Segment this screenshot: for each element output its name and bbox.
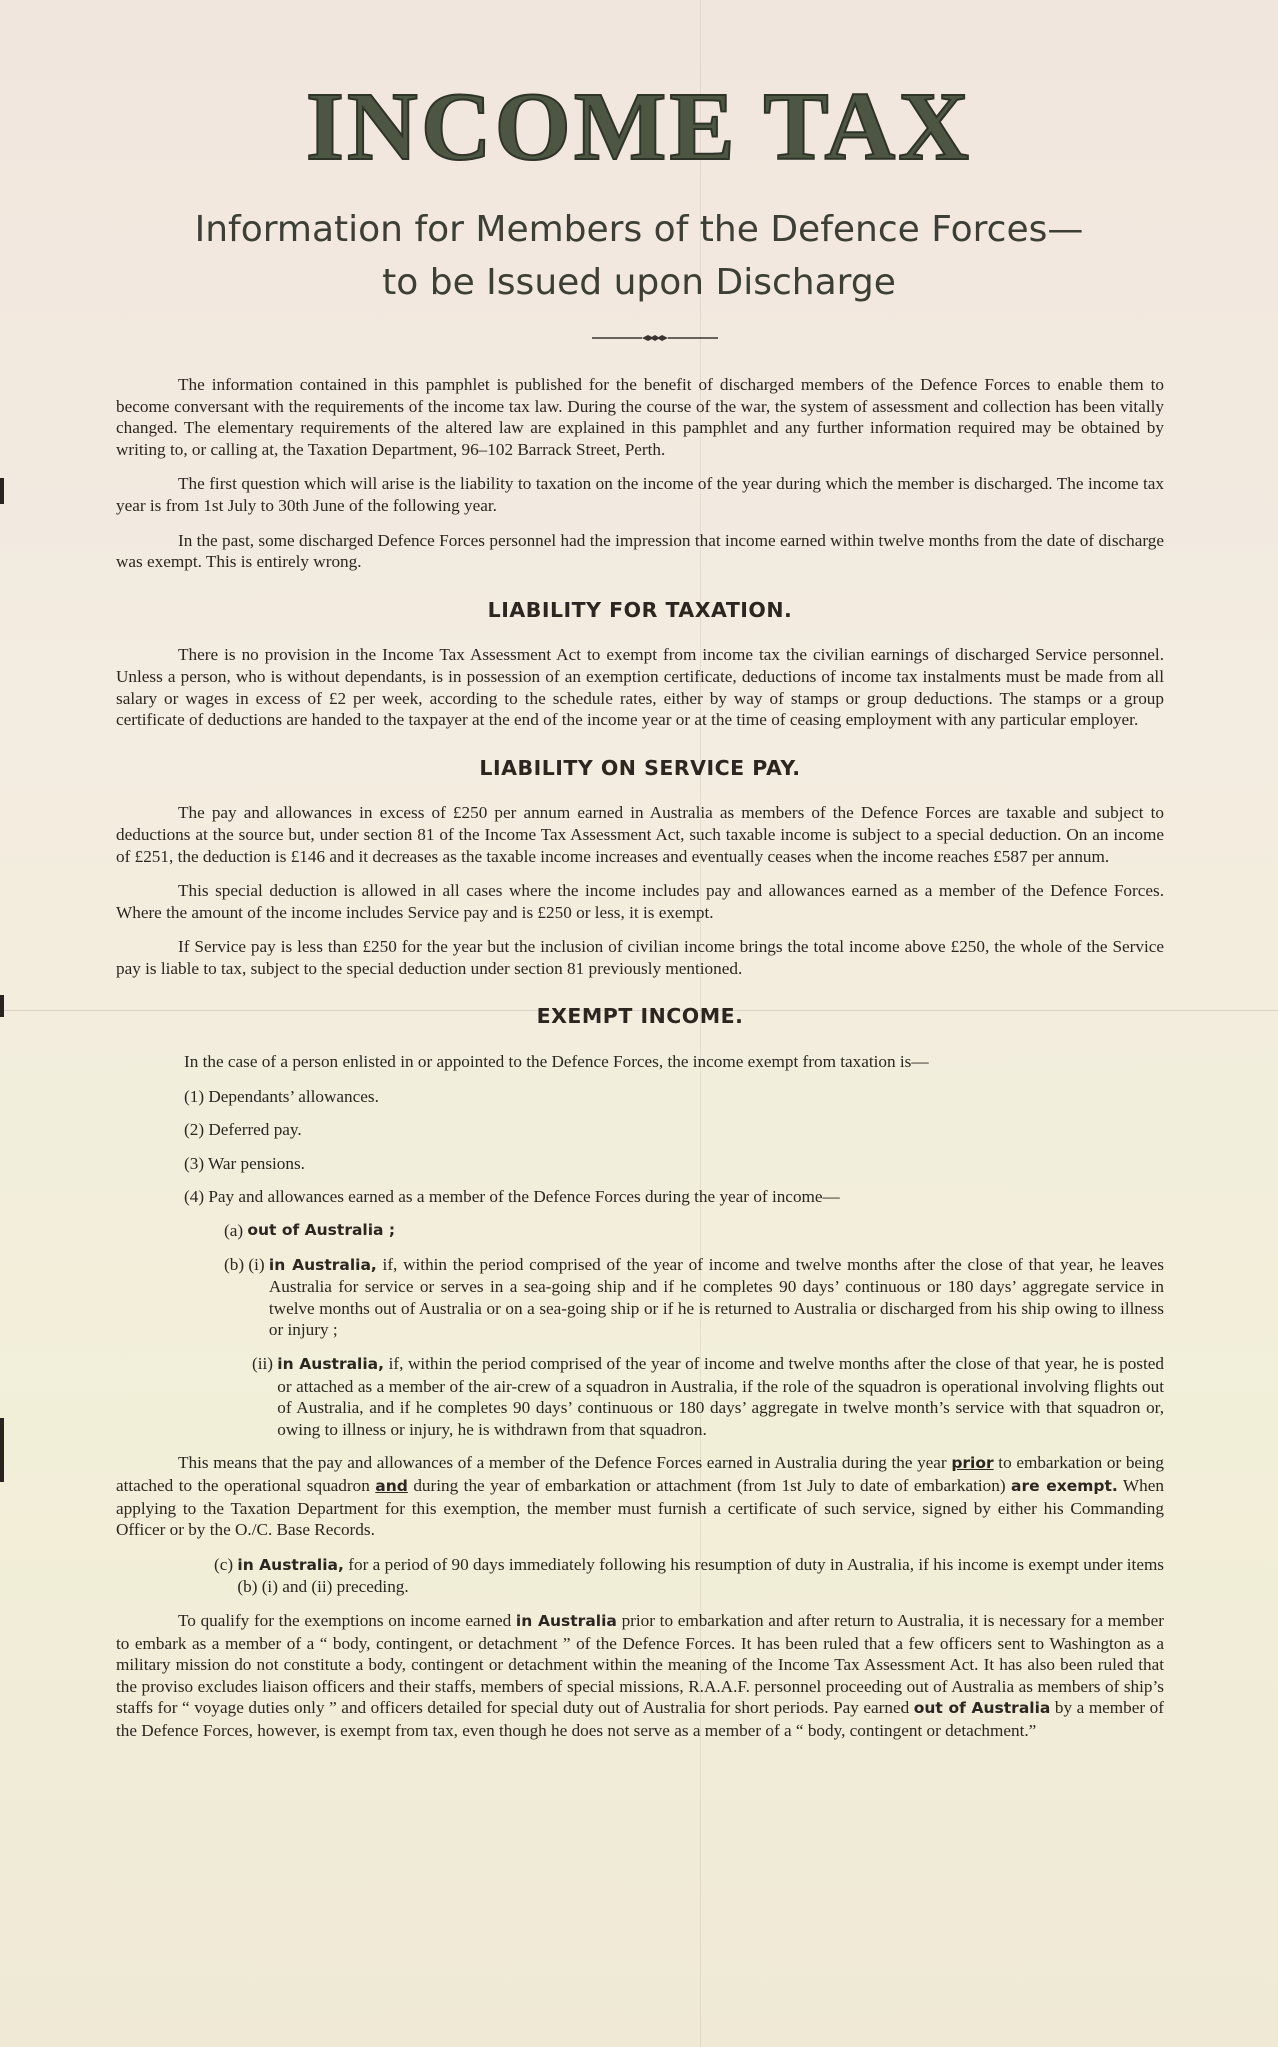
subtitle-line-1: Information for Members of the Defence Forces— bbox=[194, 209, 1084, 250]
item-b-ii-bold: in Australia, bbox=[277, 1355, 385, 1373]
intro-paragraph: In the past, some discharged Defence Forces personnel had the impression that income earned within twelve months from the date of discharge was exempt. This is entirely wrong. bbox=[116, 530, 1164, 572]
service-pay-paragraph: This special deduction is allowed in all cases where the income includes pay and allowances earned as a member of the Defence Forces. Where the amount of the income includes Service pay and is £250 or less, it is exempt. bbox=[116, 881, 1164, 922]
item-a bbox=[224, 1220, 1164, 1242]
item-b-ii bbox=[252, 1353, 1164, 1440]
exemption-note: This means that the pay and allowances of a member of the Defence Forces earned in Australia during the year prior to embarkation or being attached to the operational squadron and during the year of embarkation or attachment (from 1st July to date of embarkation) are exempt. When applying to the Taxation Department for this exemption, the member must furnish a certificate of such service, signed by either his Commanding Officer or by the O./C. Base Records. bbox=[116, 1453, 1165, 1540]
item-b-label: (b) bbox=[224, 1254, 245, 1274]
item-c-text: for a period of 90 days immediately following his resumption of duty in Australia, if his income is exempt under items (b) (i) and (ii) preceding. bbox=[237, 1554, 1165, 1597]
service-pay-paragraph: The pay and allowances in excess of £250 per annum earned in Australia as members of the Defence Forces are taxable and subject to deductions at the source but, under section 81 of the Income Tax Assessment Act, such taxable income is subject to a special deduction. On an income of £251, the deduction is £146 and it decreases as the taxable income increases and eventually ceases when the income reaches £587 per annum. bbox=[116, 803, 1164, 866]
subtitle-line-2: to be Issued upon Discharge bbox=[382, 262, 896, 303]
edge-mark bbox=[0, 995, 4, 1017]
heading-liability-taxation: LIABILITY FOR TAXATION. bbox=[487, 597, 793, 622]
heading-exempt-income: EXEMPT INCOME. bbox=[536, 1004, 744, 1029]
edge-mark bbox=[0, 478, 4, 504]
pamphlet-body bbox=[116, 374, 1164, 1755]
intro-paragraph: The first question which will arise is the liability to taxation on the income of the year during which the member is discharged. The income tax year is from 1st July to 30th June of the following year. bbox=[116, 474, 1164, 515]
qualification-note: To qualify for the exemptions on income earned in Australia prior to embarkation and after return to Australia, it is necessary for a member to embark as a member of a “ body, contingent, or detachment ” of the Defence Forces. It has been ruled that a few officers sent to Washington as a military mission do not constitute a body, contingent or detachment within the meaning of the Income Tax Assessment Act. It has also been ruled that the proviso excludes liaison officers and their staffs, members of special missions, R.A.A.F. personnel proceeding out of Australia as members of ship’s staffs for “ voyage duties only ” and officers detailed for special duty out of Australia for short periods. Pay earned out of Australia by a member of the Defence Forces, however, is exempt from tax, even though he does not serve as a member of a “ body, contingent or detachment.” bbox=[116, 1610, 1164, 1740]
edge-mark bbox=[0, 1418, 4, 1482]
list-item: (3) War pensions. bbox=[184, 1153, 305, 1173]
item-b-ii-text: if, within the period comprised of the year of income and twelve months after the close of that year, he is posted or attached as a member of the air-crew of a squadron in Australia, if the role of the squadron is operational involving flights out of Australia, and if he completes 90 days’ continuous or 180 days’ aggregate in twelve month’s service with that squadron or, owing to illness or injury, he is withdrawn from that squadron. bbox=[277, 1354, 1164, 1439]
item-b-i-label: (i) bbox=[248, 1254, 265, 1274]
item-c bbox=[214, 1554, 1164, 1598]
item-c-bold: in Australia, bbox=[237, 1555, 344, 1574]
exempt-income-lead: In the case of a person enlisted in or appointed to the Defence Forces, the income exempt from taxation is— bbox=[184, 1052, 929, 1072]
item-a-text: out of Australia ; bbox=[247, 1221, 396, 1240]
page-title: INCOME TAX bbox=[305, 73, 973, 181]
intro-paragraph: The information contained in this pamphlet is published for the benefit of discharged members of the Defence Forces to enable them to become conversant with the requirements of the income tax law. During the course of the war, the system of assessment and collection has been vitally changed. The elementary requirements of the altered law are explained in this pamphlet and any further information required may be obtained by writing to, or calling at, the Taxation Department, 96–102 Barrack Street, Perth. bbox=[116, 375, 1164, 459]
ornament-divider bbox=[592, 333, 718, 343]
item-a-label: (a) bbox=[224, 1221, 244, 1241]
list-item: (4) Pay and allowances earned as a member of the Defence Forces during the year of income— bbox=[184, 1187, 840, 1207]
heading-liability-service-pay: LIABILITY ON SERVICE PAY. bbox=[479, 755, 801, 780]
list-item: (1) Dependants’ allowances. bbox=[184, 1086, 379, 1106]
item-b-ii-label: (ii) bbox=[252, 1354, 273, 1373]
service-pay-paragraph: If Service pay is less than £250 for the year but the inclusion of civilian income brings the total income above £250, the whole of the Service pay is liable to tax, subject to the special deduction under section 81 previously mentioned. bbox=[116, 937, 1164, 978]
exempt-income-list bbox=[116, 1086, 1164, 1208]
item-b-i-bold: in Australia, bbox=[268, 1255, 377, 1274]
liability-taxation-text: There is no provision in the Income Tax Assessment Act to exempt from income tax the civilian earnings of discharged Service personnel. Unless a person, who is without dependants, is in possession of an exemption certificate, deductions of income tax instalments must be made from all salary or wages in excess of £2 per week, according to the schedule rates, either by way of stamps or group deductions. The stamps or a group certificate of deductions are handed to the taxpayer at the end of the income year or at the time of ceasing employment with any particular employer. bbox=[116, 645, 1164, 730]
item-b-i-text: if, within the period comprised of the year of income and twelve months after the close of that year, he leaves Australia for service or serves in a sea-going ship and if he completes 90 days’ continuous or 180 days’ aggregate service in twelve months out of Australia or on a sea-going ship or if he is returned to Australia or discharged from his ship owing to illness or injury ; bbox=[268, 1254, 1164, 1340]
item-c-label: (c) bbox=[214, 1554, 234, 1574]
list-item: (2) Deferred pay. bbox=[184, 1120, 302, 1140]
item-b-i bbox=[224, 1254, 1164, 1341]
